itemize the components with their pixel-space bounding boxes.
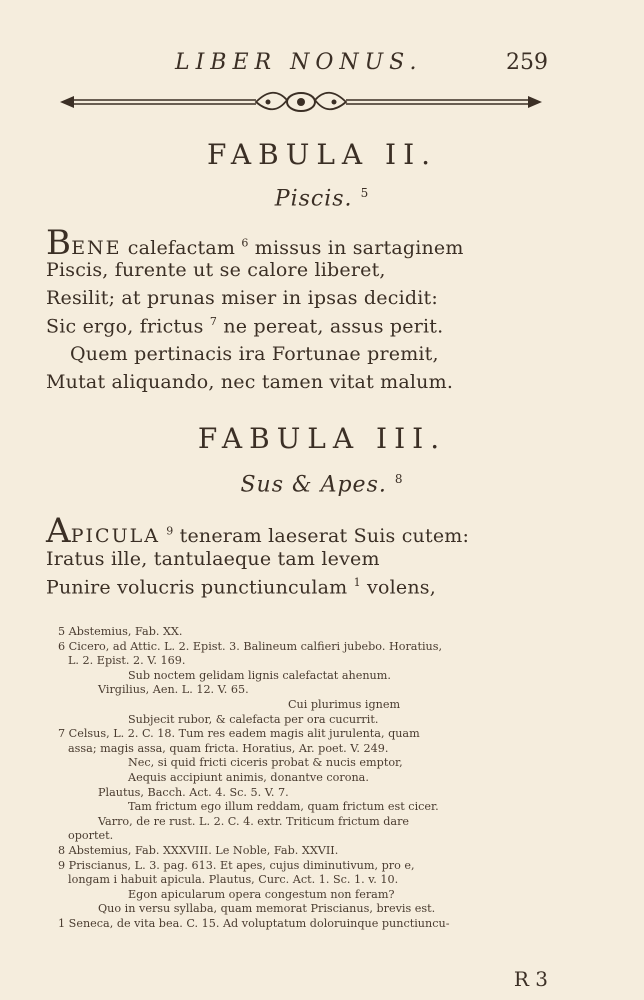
footnote-line: Nec, si quid fricti ciceris probat & nucis emptor, [128,756,403,770]
fable-3-title: FABULA III. [197,422,447,455]
footnote-marker: 9 [166,524,174,538]
footnote-line: 7 Celsus, L. 2. C. 18. Tum res eadem magis alit jurulenta, quam [58,727,420,741]
verse-line: Piscis, furente ut se calore liberet, [46,259,386,281]
footnote-line: Plautus, Bacch. Act. 4. Sc. 5. V. 7. [98,785,289,799]
fable-3-subtitle [0,472,644,497]
footnote-line: Subjecit rubor, & calefacta per ora cucurrit. [128,712,379,726]
footnote-line: 5 Abstemius, Fab. XX. [58,625,183,638]
footnote-line: L. 2. Epist. 2. V. 169. [68,654,186,668]
footnote-line: 1 Seneca, de vita bea. C. 15. Ad voluptatum doloruinque punctiuncu- [58,916,450,930]
footnote-line: 8 Abstemius, Fab. XXXVIII. Le Noble, Fab. XXVII. [58,843,339,857]
verse-text: calefactam [121,237,242,259]
footnote-line: Aequis accipiunt animis, donantve corona. [128,770,369,784]
fable-2-subtitle [0,186,644,211]
footnote-line: Sub noctem gelidam lignis calefactat ahenum. [128,668,391,682]
small-caps-word: ENE [71,237,122,259]
running-head: LIBER NONUS. [175,50,423,75]
verse-text: Punire volucris punctiunculam [46,576,354,599]
verse-line: Resilit; at prunas miser in ipsas decidit: [46,287,438,309]
verse-text: ne pereat, assus perit. [217,315,444,338]
small-caps-word: PICULA [70,525,160,547]
verse-text: Sic ergo, frictus [46,315,210,338]
drop-cap: A [46,511,71,551]
footnote-marker: 1 [353,576,361,589]
footnote-line: 6 Cicero, ad Attic. L. 2. Epist. 3. Balineum calfieri jubebo. Horatius, [58,639,443,653]
verse-line [46,511,470,551]
verse-line: Quem pertinacis ira Fortunae premit, [70,343,439,365]
drop-cap: B [46,223,72,263]
ornamental-rule [56,88,546,116]
verse-line [46,315,443,337]
verse-text: teneram laeserat Suis cutem: [173,525,470,547]
verse-line: Iratus ille, tantulaeque tam levem [46,548,380,570]
page-number: 259 [506,50,548,75]
footnote-marker: 5 [360,186,370,200]
footnote-line: Cui plurimus ignem [288,697,401,711]
footnote-line: Varro, de re rust. L. 2. C. 4. extr. Triticum frictum dare [98,814,410,828]
footnote-line: Virgilius, Aen. L. 12. V. 65. [98,683,249,697]
fable-3-subtitle-text: Sus & Apes. [240,472,387,498]
footnote-marker: 7 [209,315,218,328]
verse-line [46,223,464,263]
verse-line [46,576,436,598]
footnote-line: oportet. [68,829,114,843]
footnote-line: longam i habuit apicula. Plautus, Curc. Act. 1. Sc. 1. v. 10. [68,873,399,887]
footnote-line: Quo in versu syllaba, quam memorat Priscianus, brevis est. [98,902,436,916]
footnote-line: 9 Priscianus, L. 3. pag. 613. Et apes, cujus diminutivum, pro e, [58,858,415,872]
footnote-line: assa; magis assa, quam fricta. Horatius, Ar. poet. V. 249. [68,741,389,755]
footnote-marker: 6 [241,236,249,250]
verse-text: volens, [360,576,436,599]
footnotes [58,625,538,931]
signature-mark: R 3 [513,967,548,991]
footnote-line: Egon apicularum opera congestum non feram? [128,887,395,901]
fable-2-title: FABULA II. [206,138,438,171]
fable-2-subtitle-text: Piscis. [274,186,353,212]
footnote-marker: 8 [394,472,404,486]
footnote-line: Tam frictum ego illum reddam, quam frictum est cicer. [128,800,439,814]
verse-text: missus in sartaginem [248,237,464,259]
verse-line: Mutat aliquando, nec tamen vitat malum. [46,371,454,393]
